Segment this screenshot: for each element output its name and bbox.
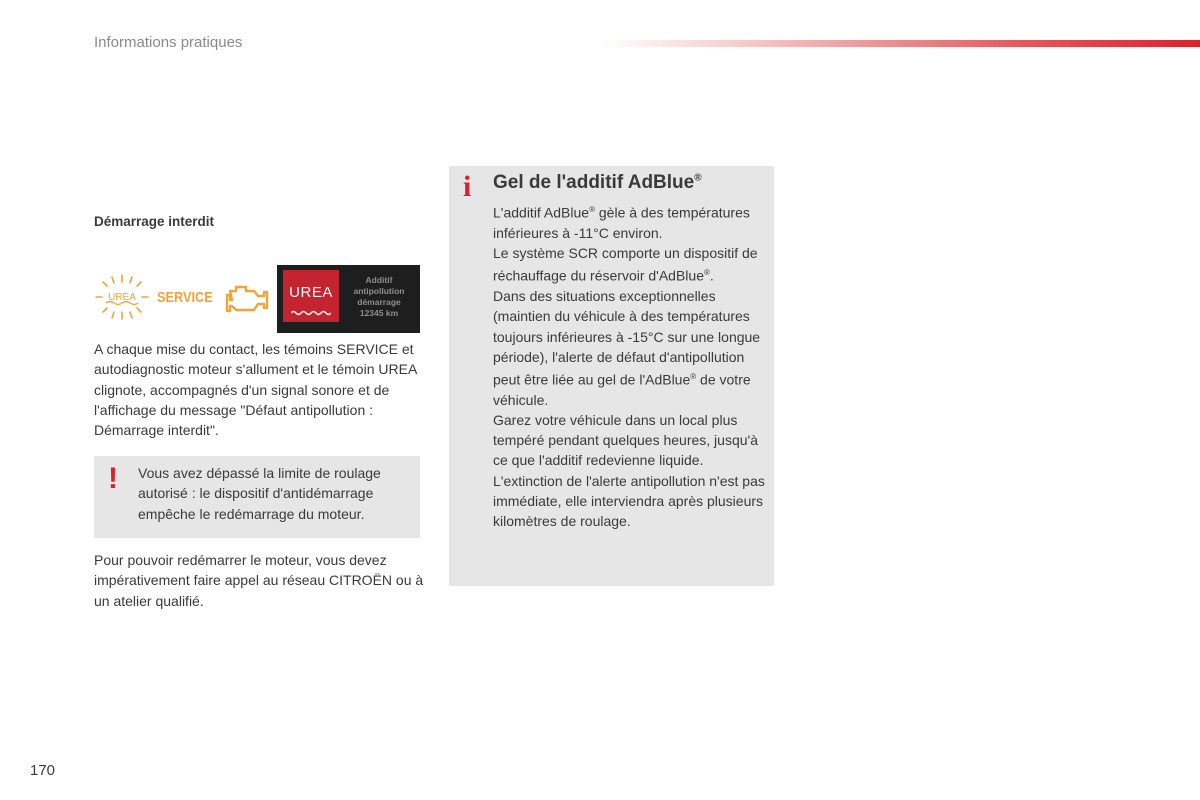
engine-diagnostic-icon <box>220 277 270 319</box>
instrument-display <box>277 265 420 333</box>
startup-description: A chaque mise du contact, les témoins SERVICE et autodiagnostic moteur s'allument et le témoin UREA clignote, accompagnés d'un signal sonore et de l'affichage du message "Défaut antipollution : Démarrage interdit". <box>94 341 417 439</box>
info-text-span: de votre véhicule. <box>493 371 751 408</box>
registered-mark: ® <box>690 371 697 381</box>
header-accent-bar <box>600 40 1200 47</box>
restart-instruction: Pour pouvoir redémarrer le moteur, vous devez impérativement faire appel au réseau CITROËN ou à un atelier qualifié. <box>94 552 424 609</box>
info-text <box>493 200 769 531</box>
display-message <box>343 275 415 319</box>
alert-box <box>94 456 420 538</box>
urea-lamp-label: UREA <box>108 292 136 303</box>
info-title <box>493 172 702 194</box>
info-icon: i <box>463 170 472 203</box>
info-text-span: L'additif AdBlue <box>493 204 590 221</box>
registered-mark: ® <box>589 205 595 214</box>
display-message-line: Additif <box>365 275 393 285</box>
page-header-title: Informations pratiques <box>94 34 243 51</box>
section-title: Démarrage interdit <box>94 214 215 229</box>
display-message-line: démarrage <box>357 297 401 307</box>
info-paragraph <box>493 243 769 286</box>
info-paragraph <box>493 286 769 410</box>
registered-mark: ® <box>694 172 702 184</box>
registered-mark: ® <box>704 268 710 278</box>
info-text-span: . <box>709 267 714 284</box>
service-warning-label: SERVICE <box>157 289 213 306</box>
info-title-text: Gel de l'additif AdBlue <box>493 172 695 193</box>
display-urea-label: UREA <box>289 284 333 301</box>
display-message-line: antipollution <box>353 286 405 296</box>
info-text-span: Le système SCR comporte un dispositif de réchauffage du réservoir d'AdBlue <box>493 245 758 284</box>
page-number: 170 <box>30 762 56 779</box>
display-message-line: 12345 km <box>359 308 399 318</box>
info-paragraph: Garez votre véhicule dans un local plus tempéré pendant quelques heures, jusqu'à ce que l'additif redevienne liquide. <box>493 412 758 469</box>
info-box <box>449 166 774 586</box>
exclamation-icon: ! <box>108 462 118 495</box>
warning-lamps-panel <box>90 265 420 333</box>
urea-warning-lamp-icon <box>94 273 150 321</box>
alert-text: Vous avez dépassé la limite de roulage autorisé : le dispositif d'antidémarrage empêche le redémarrage du moteur. <box>138 465 381 522</box>
waves-icon <box>291 308 331 318</box>
info-paragraph <box>493 200 769 243</box>
info-text-span: gèle à des températures inférieures à -11°C environ. <box>493 204 750 241</box>
urea-display-icon <box>283 270 339 322</box>
info-text-span: Dans des situations exceptionnelles (maintien du véhicule à des températures toujours inférieures à -15°C sur une longue période), l'alerte de défaut d'antipollution peut être liée au gel de l'AdBlue <box>493 288 761 388</box>
info-paragraph: L'extinction de l'alerte antipollution n'est pas immédiate, elle interviendra après plusieurs kilomètres de roulage. <box>493 472 765 530</box>
